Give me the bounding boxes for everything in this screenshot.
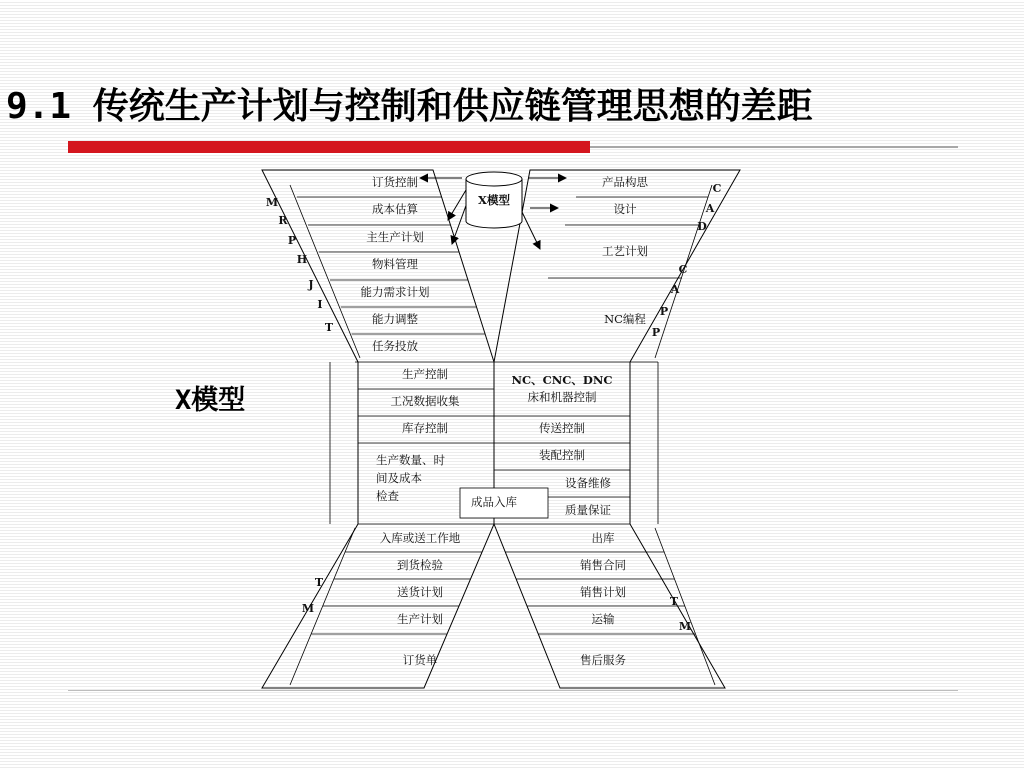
bottom-left-row: 送货计划 — [397, 585, 443, 599]
top-left-row: 任务投放 — [372, 339, 418, 353]
side-letter-mrp-jit: J — [308, 278, 314, 291]
side-letter-mrp-jit: H — [296, 253, 308, 266]
side-letter-capp: P — [659, 305, 669, 318]
side-letter-mrp-jit: T — [324, 321, 334, 334]
bottom-right-row: 出库 — [591, 531, 615, 545]
side-letter-tm-left: T — [314, 576, 324, 589]
side-letter-tm-left: M — [301, 602, 315, 615]
side-letter-mrp-jit: P — [287, 234, 297, 247]
top-left-row: 成本估算 — [372, 202, 418, 216]
side-letter-capp: P — [651, 326, 661, 339]
middle-left-row: 生产控制 — [402, 367, 448, 381]
bottom-left-row: 生产计划 — [397, 612, 443, 626]
middle-right-row: 床和机器控制 — [527, 390, 597, 404]
bottom-right-row: 销售计划 — [580, 585, 626, 599]
middle-right-row: 装配控制 — [539, 448, 585, 462]
top-left-row: 主生产计划 — [366, 230, 424, 244]
x-outline — [262, 170, 740, 688]
bottom-rule — [68, 690, 958, 691]
top-right-row: 设计 — [613, 202, 637, 216]
side-letter-mrp-jit: R — [278, 214, 288, 227]
middle-left-row: 工况数据收集 — [390, 394, 460, 408]
middle-left-block-text: 检查 — [376, 489, 399, 503]
top-right-row: NC编程 — [604, 312, 646, 326]
slide-title: 9.1 传统生产计划与控制和供应链管理思想的差距 — [6, 86, 813, 127]
middle-right-row: 质量保证 — [565, 503, 611, 517]
bottom-left-row: 入库或送工作地 — [379, 531, 461, 545]
cylinder-label: X模型 — [478, 193, 510, 207]
x-model-label: X模型 — [175, 385, 246, 416]
top-right-row: 工艺计划 — [602, 244, 648, 258]
middle-left-block-text: 间及成本 — [376, 471, 422, 485]
side-letter-tm-right: M — [678, 620, 692, 633]
side-letter-mrp-jit: I — [317, 298, 323, 311]
side-letter-cad: D — [697, 220, 707, 233]
side-letter-capp: C — [678, 263, 688, 276]
bottom-right-row: 运输 — [591, 612, 615, 626]
side-letter-cad: A — [705, 202, 715, 215]
arrow-to-cost-estimate — [448, 190, 466, 220]
top-left-row: 能力需求计划 — [360, 285, 430, 299]
middle-right-row: 设备维修 — [565, 476, 611, 490]
bottom-left-row: 订货单 — [402, 653, 438, 667]
side-letter-mrp-jit: M — [265, 196, 279, 209]
top-right-row: 产品构思 — [602, 175, 648, 189]
side-letter-capp: A — [670, 283, 680, 296]
side-letter-cad: C — [712, 182, 722, 195]
bottom-right-row: 销售合同 — [580, 558, 626, 572]
middle-left-block-text: 生产数量、时 — [376, 453, 445, 467]
top-left-row: 物料管理 — [372, 257, 418, 271]
arrow-to-process-plan — [522, 212, 540, 249]
middle-right-row: NC、CNC、DNC — [511, 373, 613, 387]
top-left-row: 能力调整 — [372, 312, 418, 326]
bottom-right-row: 售后服务 — [580, 653, 626, 667]
x-model-cylinder — [466, 172, 522, 228]
top-left-row: 订货控制 — [372, 175, 418, 189]
middle-left-row: 库存控制 — [402, 421, 448, 435]
bottom-left-row: 到货检验 — [397, 558, 443, 572]
side-letter-tm-right: T — [669, 595, 679, 608]
middle-right-row: 传送控制 — [539, 421, 585, 435]
finished-goods-label: 成品入库 — [471, 495, 517, 509]
